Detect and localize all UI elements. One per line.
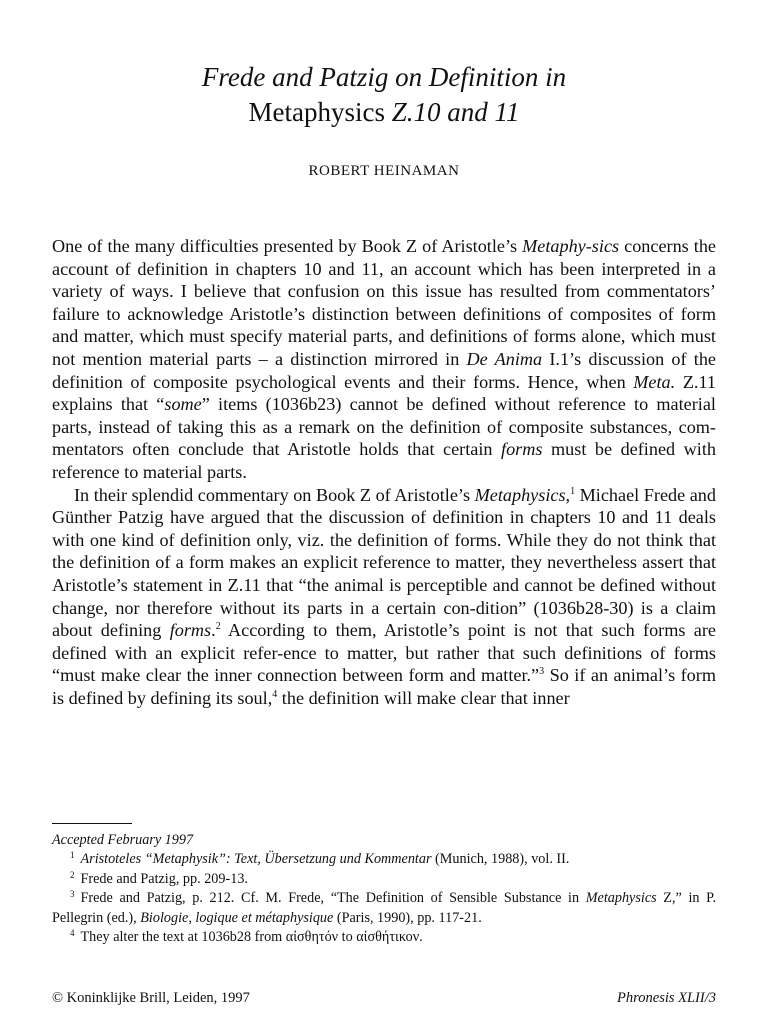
text-run: Frede and Patzig, pp. 209-13.	[80, 870, 248, 887]
paragraph-2: In their splendid commentary on Book Z of Aristotle’s Metaphysics,$^1$ Michael Frede and Günther Patzig have argued that the discussion of definition in chapters 10 and 11 deals with one kind of definition only, viz. the definition of forms. While they do not think that the definition of a form makes an explicit reference to matter, they nevertheless assert that Aristotle’s statement in Z.11 that “the animal is perceptible and cannot be defined without change, nor therefore without its parts in a certain con-dition” (1036b28-30) is a claim about defining forms.$^2$ According to them, Aristotle’s point is not that such forms are defined with an explicit refer-ence to matter, but rather that such definitions of forms “must make clear the inner connection between form and matter.”$^3$ So if an animal’s form is defined by defining its soul,$^4$ the definition will make clear that inner	[52, 484, 716, 708]
footnotes	[52, 831, 716, 947]
copyright: © Koninklijke Brill, Leiden, 1997	[52, 990, 250, 1006]
text-run: According to them, Aristotle’s point is not that such forms are defined with an explicit refer-ence to matter, but rather that such definitions of forms “must make clear the inner connection between form and matter.”	[52, 620, 716, 686]
text-run: must be defined with reference to material parts.	[52, 439, 716, 482]
text-run: Z,” in P. Pellegrin (ed.),	[52, 890, 716, 926]
accepted-date: Accepted February 1997	[52, 832, 194, 848]
text-run: One of the many difficulties presented by Book Z of Aristotle’s	[52, 236, 523, 256]
article-body	[52, 235, 716, 709]
text-run: ” items (1036b23) cannot be defined without reference to material parts, instead of taking this as a remark on the definition of composite substances, com-mentators often conclude that Aristotle holds that certain	[52, 394, 716, 460]
text-run: In their splendid commentary on Book Z of Aristotle’s	[74, 484, 475, 505]
italic-run: Metaphysics	[474, 484, 566, 505]
italic-run: Aristoteles “Metaphysik”: Text, Übersetzung und Kommentar	[80, 851, 432, 868]
footnote-divider	[52, 823, 132, 824]
italic-run: forms	[501, 439, 543, 460]
text-run: concerns the account of definition in chapters 10 and 11, an account which has been interpreted in a variety of ways. I believe that confusion on this issue has resulted from commentators’ failure to acknowledge Aristotle’s distinction between definitions of composites of form and matter, which must specify material parts, and definitions of forms alone, which must not mention material parts – a distinction mirrored in	[52, 236, 716, 369]
footnote-number: 2	[70, 869, 75, 880]
italic-run: Metaphy-sics	[522, 236, 620, 256]
footnote-ref-3[interactable]: 3	[539, 666, 545, 678]
footnote-1	[52, 850, 716, 869]
journal-issue: Phronesis XLII/3	[617, 990, 716, 1006]
footnote-3	[52, 889, 716, 928]
text-run: (Munich, 1988), vol. II.	[431, 851, 570, 868]
italic-run: forms	[169, 620, 212, 641]
text-run: (Paris, 1990), pp. 117-21.	[333, 909, 482, 926]
footnote-2	[52, 870, 716, 889]
title-roman-part: Metaphysics	[248, 97, 385, 127]
text-run: So if an animal’s form is defined by defining its soul,	[52, 665, 716, 708]
footnote-ref-2[interactable]: 2	[215, 621, 221, 633]
italic-run: Metaphysics	[585, 890, 657, 907]
text-run: Michael Frede and Günther Patzig have argued that the discussion of definition in chapters 10 and 11 deals with one kind of definition only, viz. the definition of forms. While they do not think that the definition of a form makes an explicit reference to matter, they nevertheless assert that Aristotle’s statement in Z.11 that “the animal is perceptible and cannot be defined without change, nor therefore without its parts in a certain con-dition” (1036b28-30) is a claim about defining	[52, 484, 716, 641]
text-run: They alter the text at 1036b28 from αἰσθητόν to αἰσθήτικον.	[80, 929, 423, 946]
text-run: Z.11 explains that “	[52, 371, 716, 415]
italic-run: Biologie, logique et métaphysique	[140, 909, 334, 926]
footnote-ref-4[interactable]: 4	[272, 688, 278, 700]
italic-run: some	[164, 394, 202, 415]
text-run: Frede and Patzig, p. 212. Cf. M. Frede, “The Definition of Sensible Substance in	[80, 890, 586, 907]
footnote-number: 3	[70, 889, 75, 900]
footnote-ref-1[interactable]: 1	[570, 485, 576, 497]
text-run: the definition will make clear that inner	[277, 687, 570, 708]
italic-run: De Anima	[466, 348, 543, 369]
footnote-number: 4	[70, 928, 75, 939]
footnote-number: 1	[70, 850, 75, 861]
article-title-line-2	[0, 95, 768, 129]
title-italic-part: Z.10 and 11	[391, 97, 520, 127]
footnote-4	[52, 928, 716, 947]
paragraph-1	[52, 235, 716, 484]
author-name: ROBERT HEINAMAN	[308, 163, 460, 179]
article-title-line-1: Frede and Patzig on Definition in	[201, 62, 567, 92]
text-run: I.1’s discussion of the definition of composite psychological events and their forms. Hence, when	[52, 348, 717, 392]
italic-run: Meta.	[633, 371, 676, 392]
